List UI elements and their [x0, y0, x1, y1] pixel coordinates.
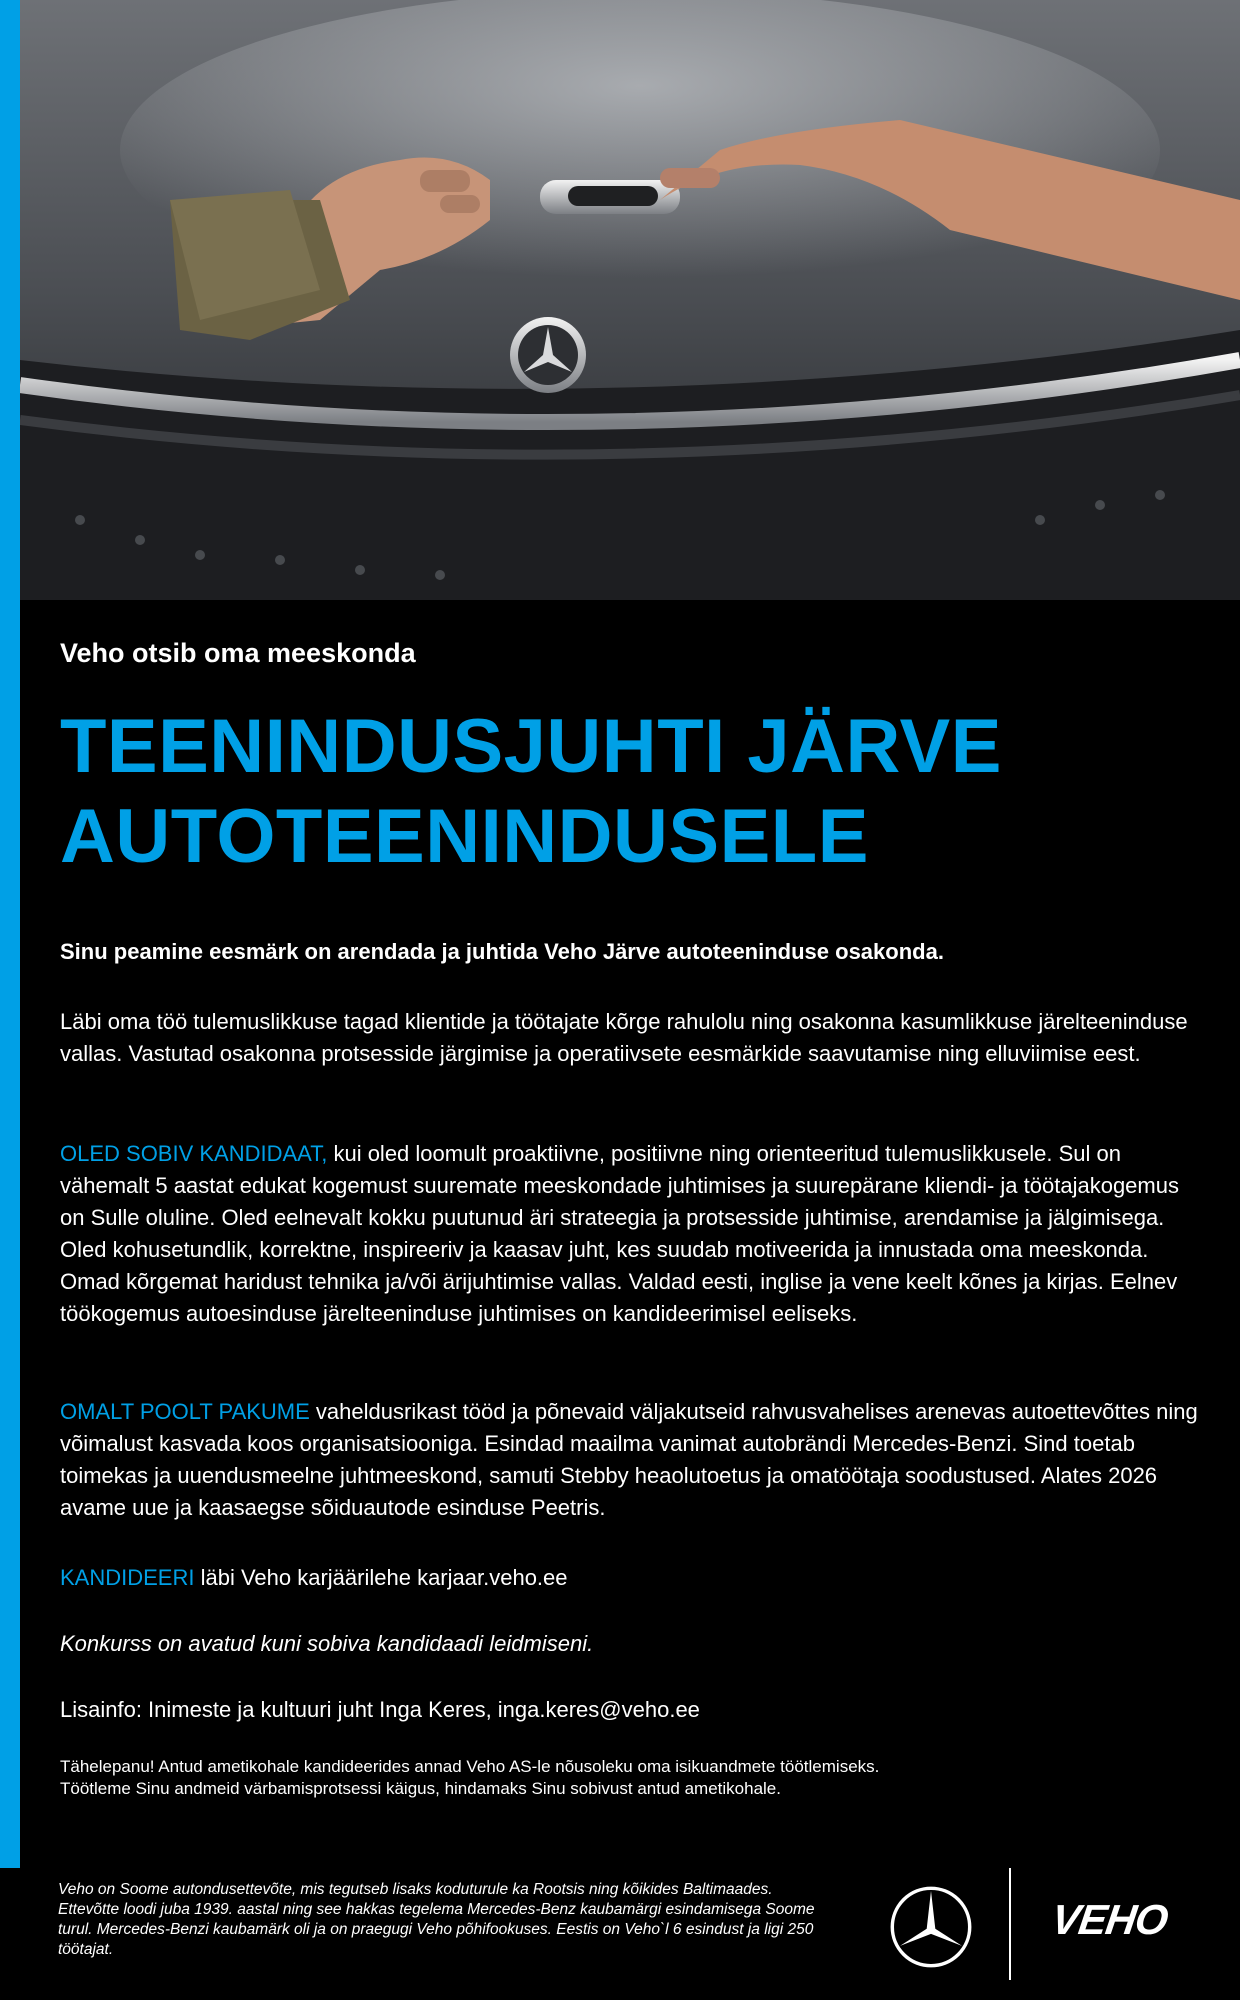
mercedes-star-icon	[888, 1884, 974, 1970]
offer-paragraph	[60, 1396, 1200, 1524]
offer-text: vaheldusrikast tööd ja põnevaid väljakutseid rahvusvahelises arenevas autoettevõttes ning võimalust kasvada koos organisatsiooniga. Esindad maailma vanimat autobrändi Mercedes-Benzi. Sind toetab toimekas ja uuendusmeelne juhtmeeskond, samuti Stebby heaolutoetus ja omatöötaja soodustused. Alates 2026 avame uue ja kaasaegse sõiduautode esinduse Peetris.	[60, 1399, 1198, 1520]
company-about: Veho on Soome autondusettevõte, mis tegutseb lisaks koduturule ka Rootsis ning kõikides Baltimaades. Ettevõtte loodi juba 1939. aastal ning see hakkas tegelema Mercedes-Benz kaubamärgi esindamisega Soome turul. Mercedes-Benzi kaubamärk oli ja on praegugi Veho põhifookuses. Eestis on Veho`l 6 esindust ja ligi 250 töötajat.	[58, 1881, 815, 1958]
apply-paragraph	[60, 1562, 1200, 1594]
deadline-text: Konkurss on avatud kuni sobiva kandidaadi leidmiseni.	[60, 1631, 594, 1656]
accent-bar	[0, 0, 20, 1868]
hero-image	[20, 0, 1240, 600]
candidate-text: kui oled loomult proaktiivne, positiivne ning orienteeritud tulemuslikkusele. Sul on vähemalt 5 aastat edukat kogemust suuremate meeskondade juhtimises ja suurepärane kliendi- ja töötajakogemus on Sulle oluline. Oled eelnevalt kokku puutunud äri strateegia ja protsesside juhtimise, arendamise ja jälgimisega. Oled kohusetundlik, korrektne, inspireeriv ja kaasav juht, kes suudab motiveerida ja innustada oma meeskonda. Omad kõrgemat haridust tehnika ja/või ärijuhtimise vallas. Valdad eesti, inglise ja vene keelt kõnes ja kirjas. Eelnev töökogemus autoesinduse järelteeninduse juhtimises on kandideerimisel eeliseks.	[60, 1141, 1179, 1326]
veho-logo: VEHO	[1048, 1896, 1171, 1943]
candidate-label: OLED SOBIV KANDIDAAT,	[60, 1141, 328, 1166]
apply-label: KANDIDEERI	[60, 1565, 195, 1590]
eyebrow-heading: Veho otsib oma meeskonda	[60, 638, 416, 668]
candidate-paragraph	[60, 1138, 1200, 1330]
job-title: TEENINDUSJUHTI JÄRVE AUTOTEENINDUSELE	[60, 704, 1002, 879]
lead-paragraph: Sinu peamine eesmärk on arendada ja juhtida Veho Järve autoteeninduse osakonda.	[60, 939, 944, 964]
footer-divider	[1009, 1868, 1011, 1980]
contact-info[interactable]: Lisainfo: Inimeste ja kultuuri juht Inga Keres, inga.keres@veho.ee	[60, 1697, 700, 1722]
offer-label: OMALT POOLT PAKUME	[60, 1399, 310, 1424]
intro-paragraph: Läbi oma töö tulemuslikkuse tagad klientide ja töötajate kõrge rahulolu ning osakonna kasumlikkuse järelteeninduse vallas. Vastutad osakonna protsesside järgimise ja operatiivsete eesmärkide saavutamise ning elluviimise eest.	[60, 1009, 1188, 1066]
car-key-handover-illustration	[20, 0, 1240, 600]
footer	[0, 1868, 1240, 2000]
privacy-line-1: Tähelepanu! Antud ametikohale kandideerides annad Veho AS-le nõusoleku oma isikuandmete töötlemiseks.	[60, 1757, 880, 1776]
privacy-line-2: Töötleme Sinu andmeid värbamisprotsessi käigus, hindamaks Sinu sobivust antud ametikohale.	[60, 1779, 781, 1798]
apply-text[interactable]: läbi Veho karjäärilehe karjaar.veho.ee	[194, 1565, 568, 1590]
privacy-notice	[60, 1756, 1200, 1800]
